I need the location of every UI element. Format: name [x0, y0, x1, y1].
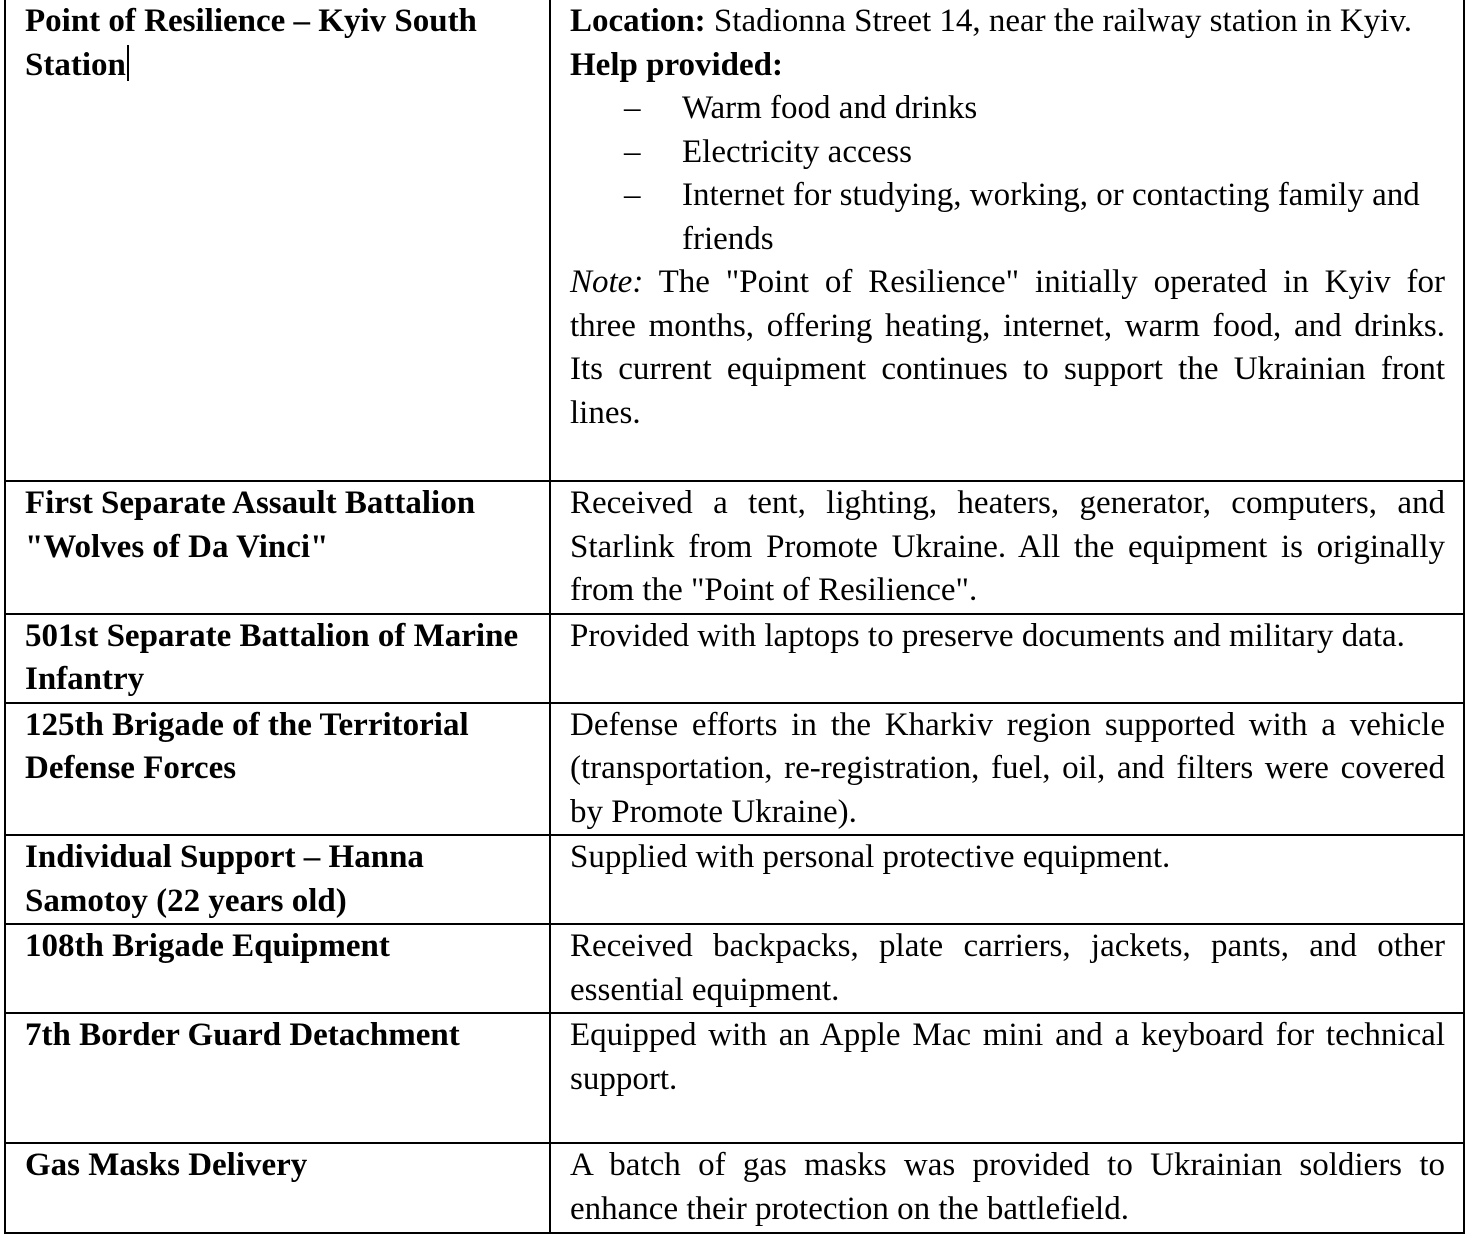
table-row	[5, 703, 1464, 836]
support-table	[4, 0, 1465, 1234]
row-name[interactable]: First Separate Assault Battalion "Wolves of Da Vinci"	[5, 481, 550, 614]
row-description[interactable]: Equipped with an Apple Mac mini and a keyboard for technical support.	[550, 1013, 1464, 1143]
row-description[interactable]: A batch of gas masks was provided to Ukrainian soldiers to enhance their protection on the battlefield.	[550, 1143, 1464, 1233]
row-name-cell[interactable]	[5, 0, 550, 481]
help-provided-label: Help provided:	[570, 46, 784, 83]
row-name[interactable]: 501st Separate Battalion of Marine Infantry	[5, 614, 550, 703]
table-row	[5, 835, 1464, 924]
table-row	[5, 481, 1464, 614]
table-row	[5, 614, 1464, 703]
table-row	[5, 1013, 1464, 1143]
row-description-cell[interactable]	[550, 0, 1464, 481]
table-row	[5, 0, 1464, 481]
row-name[interactable]: Individual Support – Hanna Samotoy (22 years old)	[5, 835, 550, 924]
row-description[interactable]: Received backpacks, plate carriers, jackets, pants, and other essential equipment.	[550, 924, 1464, 1013]
row-name[interactable]: 125th Brigade of the Territorial Defense Forces	[5, 703, 550, 836]
note-label: Note:	[570, 264, 644, 300]
row-name[interactable]: Gas Masks Delivery	[5, 1143, 550, 1233]
row-description[interactable]: Supplied with personal protective equipment.	[550, 835, 1464, 924]
table-row	[5, 924, 1464, 1013]
note-text: The "Point of Resilience" initially operated in Kyiv for three months, offering heating, internet, warm food, and drinks. Its current equipment continues to support the Ukrainian front lines.	[570, 264, 1445, 431]
row-description[interactable]: Provided with laptops to preserve documents and military data.	[550, 614, 1464, 703]
location-label: Location:	[570, 3, 706, 39]
text-cursor	[127, 45, 129, 81]
row-name[interactable]: 7th Border Guard Detachment	[5, 1013, 550, 1143]
row-name[interactable]: 108th Brigade Equipment	[5, 924, 550, 1013]
row-description[interactable]: Defense efforts in the Kharkiv region supported with a vehicle (transportation, re-registration, fuel, oil, and filters were covered by Promote Ukraine).	[550, 703, 1464, 836]
row-name: Point of Resilience – Kyiv South Station	[25, 3, 477, 83]
row-description[interactable]: Received a tent, lighting, heaters, generator, computers, and Starlink from Promote Ukraine. All the equipment is originally from the "Point of Resilience".	[550, 481, 1464, 614]
location-text: Stadionna Street 14, near the railway station in Kyiv.	[705, 3, 1412, 39]
note-paragraph	[570, 261, 1445, 435]
help-list	[570, 87, 1445, 261]
list-item: – Warm food and drinks	[682, 87, 1445, 131]
table-row	[5, 1143, 1464, 1233]
location-line	[570, 0, 1445, 44]
list-item: – Internet for studying, working, or contacting family and friends	[682, 174, 1445, 261]
list-item: – Electricity access	[682, 131, 1445, 175]
